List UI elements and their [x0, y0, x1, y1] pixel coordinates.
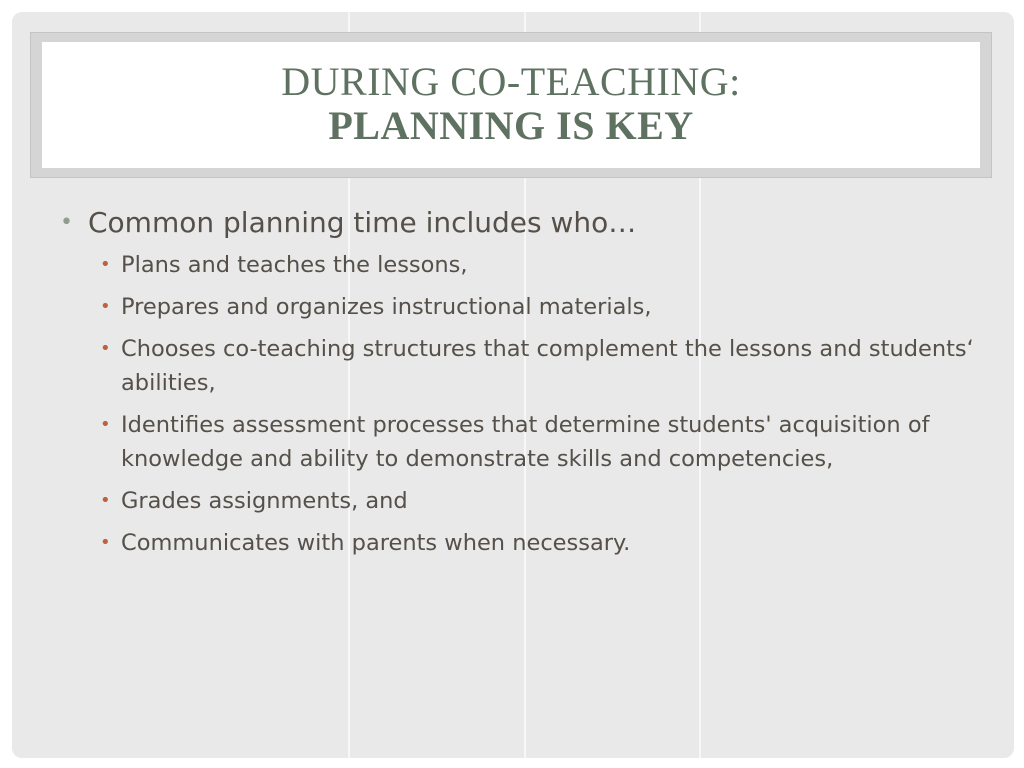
sub-bullet: [56, 290, 976, 324]
sub-bullet: [56, 484, 976, 518]
slide: [12, 12, 1014, 758]
bullet-icon: •: [100, 532, 111, 553]
bullet-icon: •: [100, 490, 111, 511]
main-bullet-text: Common planning time includes who…: [88, 206, 637, 239]
sub-bullet: [56, 248, 976, 282]
bullet-icon: •: [100, 414, 111, 435]
sub-bullet-text: Identifies assessment processes that determine students' acquisition of knowledge and ability to demonstrate skills and competencies,: [121, 412, 930, 472]
bullet-icon: •: [100, 254, 111, 275]
sub-bullet: [56, 408, 976, 476]
bullet-icon: •: [100, 296, 111, 317]
main-bullet: [56, 206, 976, 240]
sub-bullet-text: Prepares and organizes instructional materials,: [121, 294, 652, 320]
title-box: [42, 42, 980, 168]
bullet-icon: •: [60, 210, 73, 235]
sub-bullet-text: Grades assignments, and: [121, 488, 408, 514]
sub-bullet-text: Communicates with parents when necessary.: [121, 530, 631, 556]
title-frame: [30, 32, 992, 178]
slide-subtitle: PLANNING IS KEY: [328, 103, 694, 148]
slide-title: DURING CO-TEACHING:: [281, 59, 741, 104]
sub-bullet: [56, 332, 976, 400]
slide-body: [56, 206, 976, 568]
bullet-icon: •: [100, 338, 111, 359]
sub-bullet: [56, 526, 976, 560]
sub-bullet-text: Chooses co-teaching structures that complement the lessons and students‘ abilities,: [121, 336, 974, 396]
sub-bullet-text: Plans and teaches the lessons,: [121, 252, 468, 278]
